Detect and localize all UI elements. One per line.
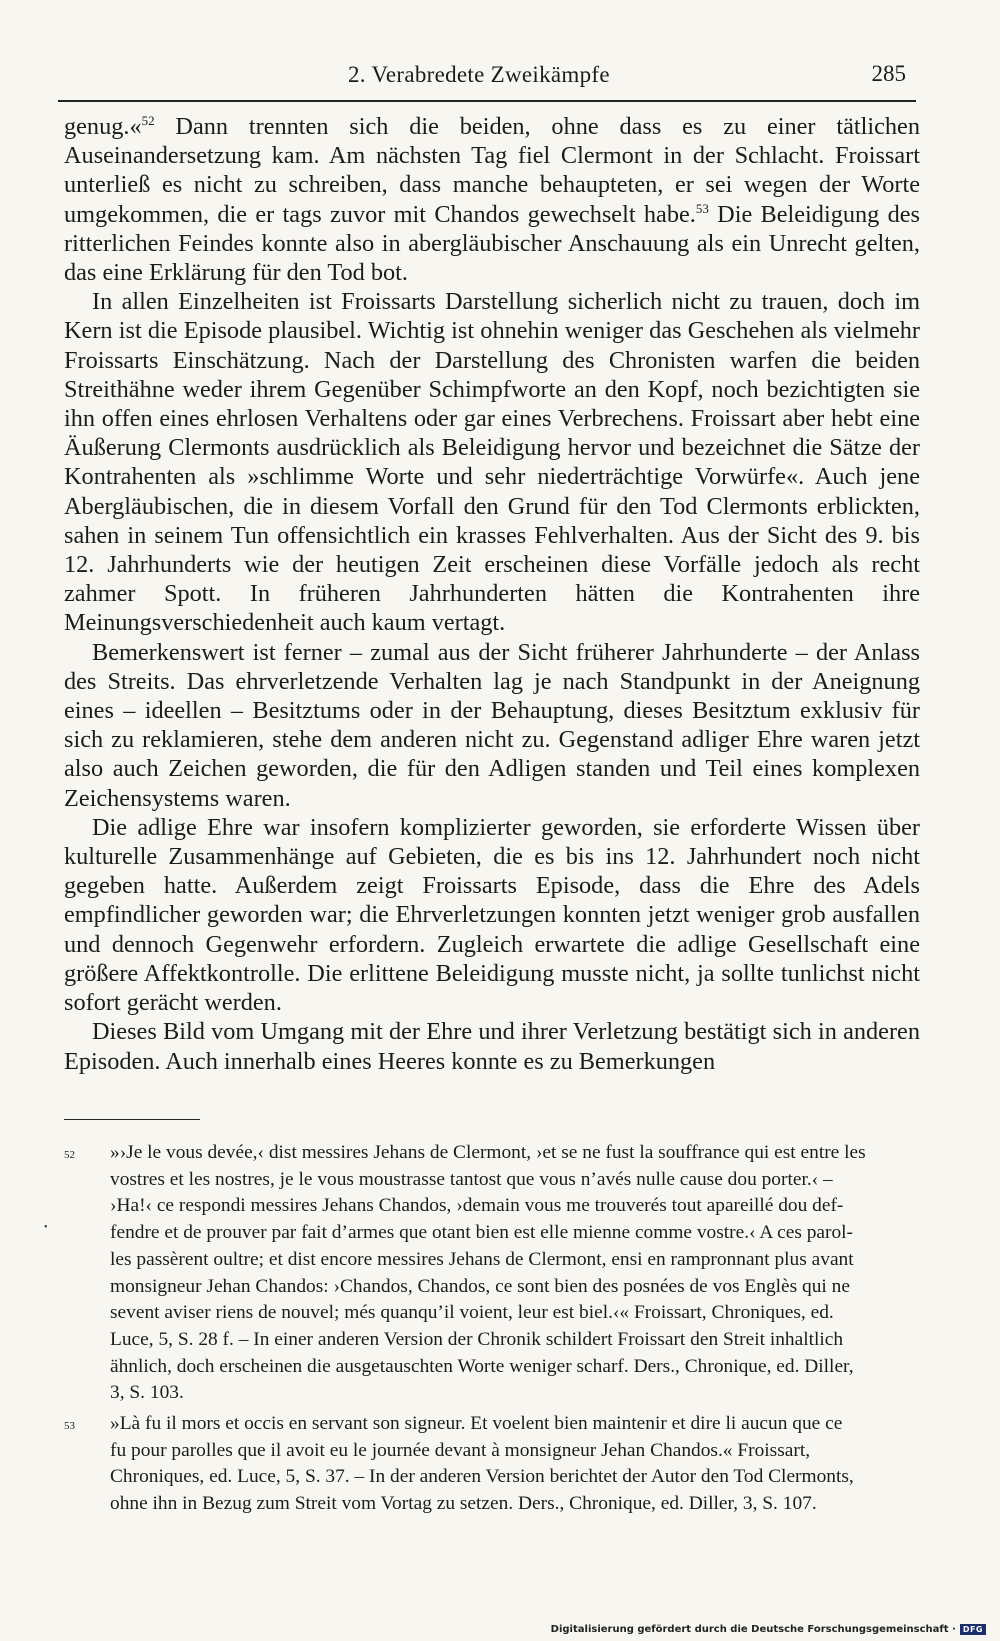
footnote-53 <box>64 1411 920 1518</box>
paragraph-1 <box>64 112 920 287</box>
footnote-line: Luce, 5, S. 28 f. – In einer anderen Version der Chronik schildert Froissart den Streit inhaltlich <box>110 1328 844 1350</box>
footnote-ref-52[interactable]: 52 <box>141 113 155 128</box>
footnote-divider <box>64 1119 200 1120</box>
footnote-ref-53[interactable]: 53 <box>695 200 709 216</box>
paragraph-4: Die adlige Ehre war insofern komplizierter geworden, sie erforderte Wissen über kulturelle Zusammenhänge auf Gebieten, die es bis ins 12. Jahrhundert noch nicht gegeben hatte. Außerdem zeigt Froissarts Episode, dass die Ehre des Adels empfindlicher geworden war; die Ehrverletzungen konnten jetzt weniger grob ausfallen und dennoch Gegenwehr erfordern. Zugleich erwartete die adlige Gesellschaft eine größere Affektkontrolle. Die erlittene Beleidigung musste nicht, ja sollte tunlichst nicht sofort gerächt werden. <box>64 813 920 1017</box>
page-header <box>58 58 916 102</box>
running-title: 2. Verabredete Zweikämpfe <box>348 62 610 87</box>
paragraph-2: In allen Einzelheiten ist Froissarts Darstellung sicherlich nicht zu trauen, doch im Kern ist die Episode plausibel. Wichtig ist ohnehin weniger das Geschehen als vielmehr Froissarts Einschätzung. Nach der Darstellung des Chronisten warfen die beiden Streithähne weder ihrem Gegenüber Schimpfworte an den Kopf, noch bezichtigten sie ihn offen eines ehrlosen Verhaltens oder gar eines Verbrechens. Froissart aber hebt eine Äußerung Clermonts ausdrücklich als Beleidigung hervor und bezeichnet die Sätze der Kontrahenten als »schlimme Worte und sehr niederträchtige Vorwürfe«. Auch jene Abergläubischen, die in diesem Vorfall den Grund für den Tod Clermonts erblickten, sahen in seinem Tun offensichtlich ein krasses Fehlverhalten. Aus der Sicht des 9. bis 12. Jahrhunderts wie der heutigen Zeit erscheinen diese Vorfälle jedoch als recht zahmer Spott. In früheren Jahrhunderten hätten die Kontrahenten ihre Meinungsverschiedenheit auch kaum vertagt. <box>64 288 920 637</box>
footnote-line: ohne ihn in Bezug zum Streit vom Vortag zu setzen. Ders., Chronique, ed. Diller, 3, S. 107. <box>110 1493 817 1515</box>
footnotes <box>64 1140 920 1522</box>
footnote-line: vostres et les nostres, je le vous moustrasse tantost que vous n’avés nulle cause dou porter.‹ – <box>110 1168 833 1190</box>
credit-text: Digitalisierung gefördert durch die Deutsche Forschungsgemeinschaft · <box>550 1624 956 1635</box>
footnote-52 <box>64 1140 920 1407</box>
paragraph-1-part-a: genug.« <box>64 113 142 140</box>
footnote-line: »›Je le vous devée,‹ dist messires Jehans de Clermont, ›et se ne fust la souffrance qui est entre les <box>110 1142 866 1163</box>
paragraph-1-part-b: Dann trennten sich die beiden, ohne dass es zu einer tätlichen Auseinandersetzung kam. Am nächsten Tag fiel Clermont in der Schlacht. Froissart unterließ es nicht zu schreiben, dass manche behaupteten, er sei wegen der Worte umgekommen, die er tags zuvor mit Chandos gewechselt habe. <box>64 113 920 228</box>
paragraph-5: Dieses Bild vom Umgang mit der Ehre und ihrer Verletzung bestätigt sich in anderen Episoden. Auch innerhalb eines Heeres konnte es zu Bemerkungen <box>64 1018 920 1075</box>
paragraph-1-part-c: Die Beleidigung des ritterlichen Feindes konnte also in abergläubischer Anschauung als ein Unrecht gelten, das eine Erklärung für den Tod bot. <box>64 200 920 287</box>
footnote-text <box>110 1140 920 1407</box>
footnote-line: »Là fu il mors et occis en servant son signeur. Et voelent bien maintenir et dire li aucun que ce <box>110 1413 843 1435</box>
paragraph-3: Bemerkenswert ist ferner – zumal aus der Sicht früherer Jahrhunderte – der Anlass des Streits. Das ehrverletzende Verhalten lag je nach Standpunkt in der Aneignung eines – ideellen – Besitztums oder in der Behauptung, dieses Besitztum exklusiv für sich zu reklamieren, stehe dem anderen nicht zu. Gegenstand adliger Ehre waren jetzt also auch Zeichen geworden, die für den Adligen standen und Teil eines komplexen Zeichensystems waren. <box>64 638 920 812</box>
footnote-line: Chroniques, ed. Luce, 5, S. 37. – In der anderen Version berichtet der Autor den Tod Clermonts, <box>110 1466 854 1488</box>
footnote-line: monsigneur Jehan Chandos: ›Chandos, Chandos, ce sont bien des posnées de vos Englès qui ne <box>110 1275 850 1297</box>
dfg-logo: DFG <box>960 1624 986 1635</box>
scan-speck: • <box>44 1222 48 1233</box>
digitization-credit <box>551 1624 986 1635</box>
footnote-line: 3, S. 103. <box>110 1382 184 1404</box>
footnote-line: fu pour parolles que il avoit eu le journée devant à monsigneur Jehan Chandos.« Froissart, <box>110 1439 811 1461</box>
footnote-line: fendre et de prouver par fait d’armes que otant bien est elle mienne comme vostre.‹ A ces parol- <box>110 1222 854 1244</box>
footnote-line: ähnlich, doch erscheinen die ausgetauschten Worte weniger scharf. Ders., Chronique, ed. Diller, <box>110 1355 854 1377</box>
footnote-line: ›Ha!‹ ce respondi messires Jehans Chandos, ›demain vous me trouverés tout apareillé dou def- <box>110 1195 844 1217</box>
footnote-text <box>110 1411 920 1518</box>
footnote-line: sevent aviser riens de nouvel; més quanqu’il voient, leur est biel.‹« Froissart, Chroniques, ed. <box>110 1302 834 1324</box>
page-number: 285 <box>871 61 906 86</box>
footnote-number: 52 <box>64 1149 75 1161</box>
footnote-line: les passèrent oultre; et dist encore messires Jehans de Clermont, ensi en rampronnant plus avant <box>110 1248 854 1270</box>
footnote-number: 53 <box>64 1420 75 1433</box>
body-text <box>64 112 920 1076</box>
